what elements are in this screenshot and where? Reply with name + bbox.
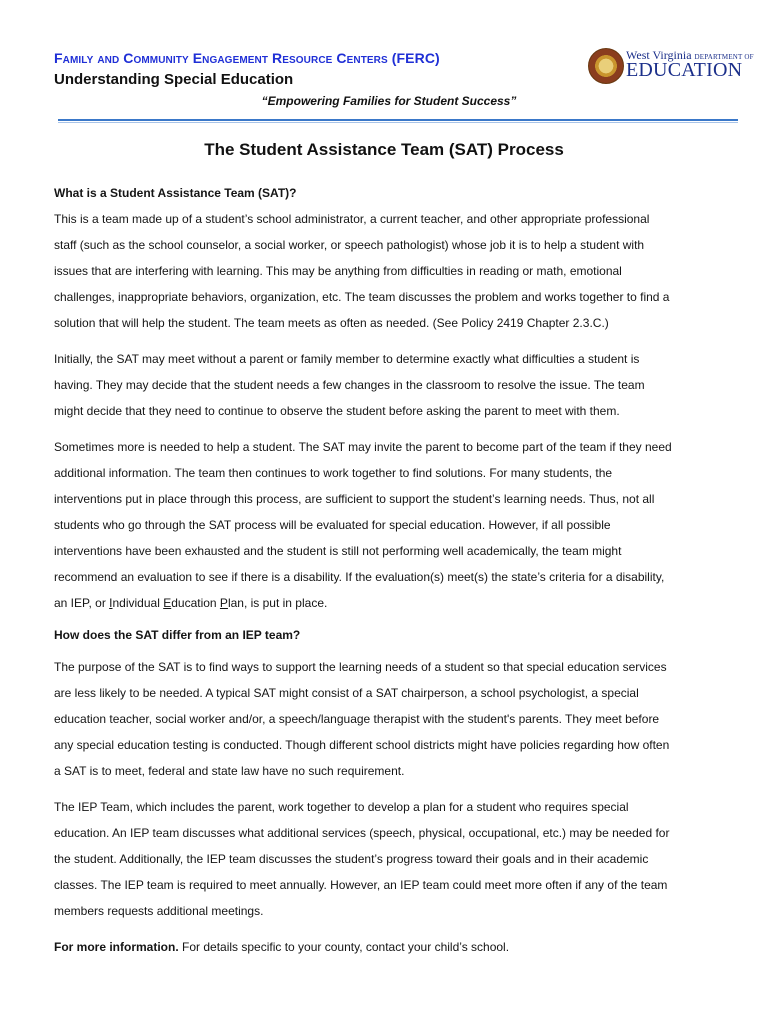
more-info-text: For details specific to your county, contact your child’s school. — [178, 940, 510, 954]
text-line: staff (such as the school counselor, a social worker, or speech pathologist) whose job it is to help a student with — [54, 238, 645, 252]
state-seal-icon — [588, 48, 624, 84]
text-line: members requests additional meetings. — [54, 904, 264, 918]
logo-main-text: EDUCATION — [626, 59, 743, 81]
text-line: education. An IEP team discusses what additional services (speech, physical, occupational, etc.) may be needed for — [54, 826, 670, 840]
paragraph-sat-initial-meeting — [54, 346, 718, 424]
more-information — [54, 934, 718, 960]
series-subtitle: Understanding Special Education — [54, 71, 294, 88]
text-line: a SAT is to meet, federal and state law have no such requirement. — [54, 764, 405, 778]
tagline: “Empowering Families for Student Success” — [261, 94, 517, 108]
header-divider — [58, 119, 738, 121]
text-line: Initially, the SAT may meet without a parent or family member to determine exactly what difficulties a student is — [54, 352, 640, 366]
header-divider-secondary — [58, 122, 738, 123]
paragraph-sat-parent-involvement — [54, 434, 718, 616]
text-line: The IEP Team, which includes the parent, work together to develop a plan for a student who requires special — [54, 800, 629, 814]
section-heading-what-is-sat: What is a Student Assistance Team (SAT)? — [54, 186, 297, 200]
text-line: having. They may decide that the student needs a few changes in the classroom to resolve the issue. The team — [54, 378, 645, 392]
text-line: interventions have been exhausted and the student is still not performing well academically, the team might — [54, 544, 622, 558]
text-line: solution that will help the student. The team meets as often as needed. (See Policy 2419 Chapter 2.3.C.) — [54, 316, 609, 330]
text-line: the student. Additionally, the IEP team discusses the student’s progress toward their goals and in their academic — [54, 852, 649, 866]
text-line-iep: an IEP, or Individual Education Plan, is put in place. — [54, 596, 328, 610]
text-line: recommend an evaluation to see if there is a disability. If the evaluation(s) meet(s) the state’s criteria for a disability, — [54, 570, 665, 584]
more-info-label: For more information. — [54, 940, 179, 954]
text-line: The purpose of the SAT is to find ways to support the learning needs of a student so that special education services — [54, 660, 667, 674]
paragraph-iep-team — [54, 794, 718, 924]
org-name: Family and Community Engagement Resource Centers (FERC) — [54, 50, 440, 66]
text-line: are less likely to be needed. A typical SAT might consist of a SAT chairperson, a school psychologist, a special — [54, 686, 639, 700]
text-line: Sometimes more is needed to help a student. The SAT may invite the parent to become part of the team if they need — [54, 440, 672, 454]
wv-education-logo — [588, 46, 754, 88]
text-line: challenges, inappropriate behaviors, organization, etc. The team discusses the problem and works together to find a — [54, 290, 670, 304]
text-line: might decide that they need to continue to observe the student before asking the parent to meet with them. — [54, 404, 620, 418]
logo-top-text: West Virginia DEPARTMENT OF — [626, 48, 754, 62]
text-line: issues that are interfering with learning. This may be anything from difficulties in reading or math, emotional — [54, 264, 622, 278]
document-title: The Student Assistance Team (SAT) Process — [204, 140, 564, 159]
text-line: classes. The IEP team is required to meet annually. However, an IEP team could meet more often if any of the team — [54, 878, 668, 892]
section-heading-sat-vs-iep: How does the SAT differ from an IEP team? — [54, 628, 301, 642]
text-line: additional information. The team then continues to work together to find solutions. For many students, the — [54, 466, 613, 480]
text-line: education teacher, social worker and/or, a speech/language therapist with the student's parents. They meet before — [54, 712, 660, 726]
document-body — [54, 160, 718, 960]
text-line: any special education testing is conducted. Though different school districts might have policies regarding how often — [54, 738, 670, 752]
text-line: students who go through the SAT process will be evaluated for special education. However, if all possible — [54, 518, 611, 532]
text-line: This is a team made up of a student’s school administrator, a current teacher, and other appropriate professional — [54, 212, 650, 226]
paragraph-sat-purpose — [54, 654, 718, 784]
text-line: interventions put in place through this process, are sufficient to support the student’s learning needs. Thus, not all — [54, 492, 655, 506]
paragraph-sat-definition — [54, 206, 718, 336]
